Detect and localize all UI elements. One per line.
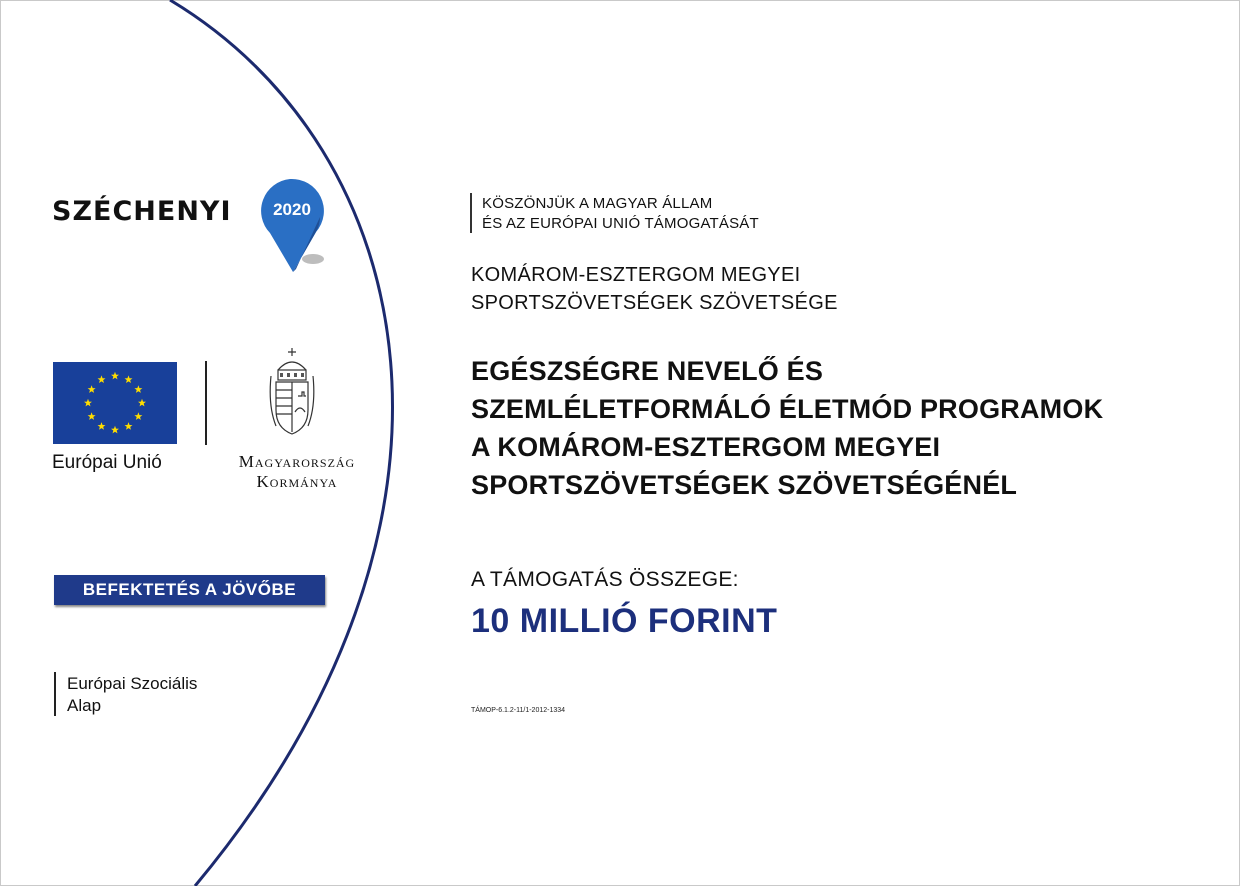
eu-star-icon [98, 422, 106, 430]
thanks-text [482, 194, 759, 234]
eu-star-icon [84, 399, 92, 407]
eu-star-icon [134, 385, 142, 393]
title-line: SZEMLÉLETFORMÁLÓ ÉLETMÓD PROGRAMOK [471, 394, 1104, 424]
title-line: EGÉSZSÉGRE NEVELŐ ÉS [471, 356, 824, 386]
fund-label [67, 673, 197, 717]
thanks-line1: KÖSZÖNJÜK A MAGYAR ÁLLAM [482, 195, 713, 212]
amount-value: 10 MILLIÓ FORINT [471, 602, 778, 640]
eu-star-icon [125, 375, 133, 383]
coat-of-arms-icon [268, 346, 316, 438]
government-label [214, 452, 380, 492]
fund-label-line1: Európai Szociális [67, 674, 198, 693]
eu-star-icon [125, 422, 133, 430]
eu-star-icon [134, 412, 142, 420]
szechenyi-logo-text: SZÉCHENYI [52, 196, 232, 227]
org-line2: SPORTSZÖVETSÉGEK SZÖVETSÉGE [471, 292, 838, 314]
eu-star-icon [88, 412, 96, 420]
amount-label: A TÁMOGATÁS ÖSSZEGE: [471, 568, 739, 591]
project-code: TÁMOP-6.1.2-11/1-2012-1334 [471, 707, 566, 714]
eu-star-icon [111, 372, 119, 380]
fund-divider [54, 672, 56, 716]
government-label-line2: Kormánya [256, 472, 338, 491]
thanks-line2: ÉS AZ EURÓPAI UNIÓ TÁMOGATÁSÁT [482, 215, 759, 232]
fund-label-line2: Alap [67, 696, 102, 715]
organization-name [471, 261, 838, 317]
logo-divider [205, 361, 207, 445]
eu-star-icon [98, 375, 106, 383]
eu-star-icon [138, 399, 146, 407]
location-pin-icon [256, 177, 336, 277]
year-label: 2020 [273, 200, 311, 219]
eu-star-icon [111, 426, 119, 434]
eu-flag-icon [53, 362, 177, 444]
eu-label: Európai Unió [52, 452, 162, 473]
title-line: SPORTSZÖVETSÉGEK SZÖVETSÉGÉNÉL [471, 470, 1018, 500]
title-line: A KOMÁROM-ESZTERGOM MEGYEI [471, 432, 941, 462]
project-title [471, 352, 1103, 504]
invest-banner: BEFEKTETÉS A JÖVŐBE [54, 575, 325, 605]
government-label-line1: Magyarország [238, 452, 356, 471]
thanks-divider [470, 193, 472, 233]
org-line1: KOMÁROM-ESZTERGOM MEGYEI [471, 264, 801, 286]
eu-star-icon [88, 385, 96, 393]
